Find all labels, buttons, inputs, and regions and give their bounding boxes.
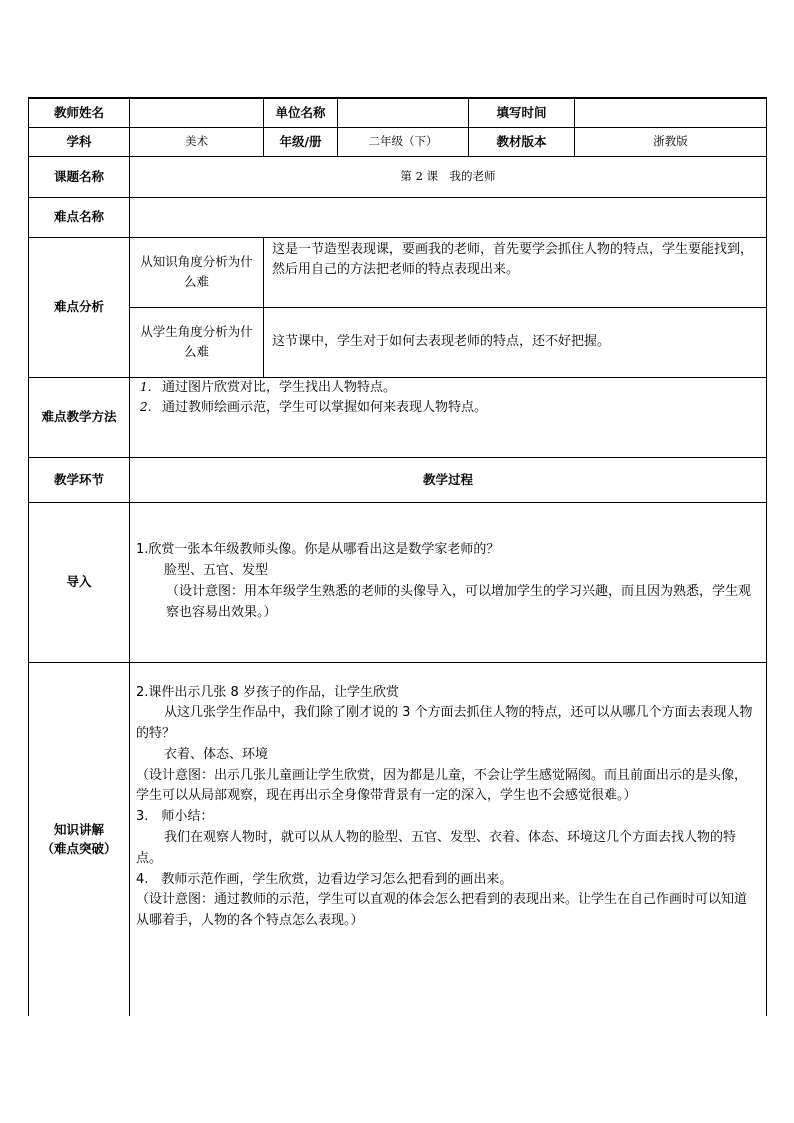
difficulty-label: 难点名称 (29, 197, 130, 237)
subject-label: 学科 (29, 127, 130, 156)
knowledge-answer: 衣着、体态、环境 (164, 746, 269, 762)
intro-design-note: （设计意图：用本年级学生熟悉的老师的头像导入，可以增加学生的学习兴趣，而且因为熟悉，学生观察也容易出效果。） (166, 584, 752, 620)
knowledge-design-note-1: （设计意图：出示几张儿童画让学生欣赏，因为都是儿童，不会让学生感觉隔阂。而且前面出示的是头像，学生可以从局部观察，现在再出示全身像带背景有一定的深入，学生也不会感觉很难。） (136, 767, 748, 804)
fill-time-label: 填写时间 (469, 98, 575, 127)
unit-value (338, 98, 469, 127)
analysis-knowledge-row (29, 237, 767, 307)
lesson-title-label: 课题名称 (29, 156, 130, 197)
analysis-student-row (29, 307, 767, 377)
process-header-row (29, 457, 767, 502)
method-item (140, 398, 758, 419)
lesson-title-value: 第 2 课 我的老师 (130, 156, 767, 197)
student-angle-text: 这节课中，学生对于如何去表现老师的特点，还不好把握。 (264, 307, 767, 377)
method-text: 通过教师绘画示范，学生可以掌握如何来表现人物特点。 (162, 400, 488, 416)
subject-value: 美术 (130, 127, 264, 156)
intro-row (29, 502, 767, 662)
method-number: 1. (140, 379, 152, 394)
knowledge-question: 从这几张学生作品中，我们除了刚才说的 3 个方面去抓住人物的特点，还可以从哪几个方面去表现人物的特？ (136, 705, 753, 742)
unit-label: 单位名称 (264, 98, 338, 127)
teacher-name-label: 教师姓名 (29, 98, 130, 127)
methods-label: 难点教学方法 (29, 377, 130, 457)
intro-label: 导入 (29, 502, 130, 662)
knowledge-summary: 我们在观察人物时，就可以从人物的脸型、五官、发型、衣着、体态、环境这几个方面去找人物的特点。 (136, 830, 737, 866)
lesson-plan-page (28, 97, 766, 1016)
process-header: 教学过程 (130, 457, 767, 502)
edition-label: 教材版本 (469, 127, 575, 156)
difficulty-value (130, 197, 767, 237)
intro-question: 1.欣赏一张本年级教师头像。你是从哪看出这是数学家老师的？ (136, 542, 500, 558)
knowledge-step-3: 3. 师小结： (136, 809, 214, 825)
grade-label: 年级/册 (264, 127, 338, 156)
intro-answer: 脸型、五官、发型 (164, 563, 269, 579)
knowledge-step-4: 4. 教师示范作画，学生欣赏，边看边学习怎么把看到的画出来。 (136, 871, 513, 887)
method-text: 通过图片欣赏对比，学生找出人物特点。 (162, 379, 397, 395)
method-number: 2. (140, 400, 152, 415)
knowledge-content (130, 662, 767, 1016)
knowledge-design-note-2: （设计意图：通过教师的示范，学生可以直观的体会怎么把看到的表现出来。让学生在自己作画时可以知道从哪着手，人物的各个特点怎么表现。） (136, 892, 748, 929)
methods-content (130, 377, 767, 457)
student-angle-label: 从学生角度分析为什么难 (130, 307, 264, 377)
knowledge-label (29, 662, 130, 1016)
teacher-name-value (130, 98, 264, 127)
stage-header: 教学环节 (29, 457, 130, 502)
knowledge-step-2: 2.课件出示几张 8 岁孩子的作品，让学生欣赏 (136, 684, 399, 700)
lesson-title-row (29, 156, 767, 197)
edition-value: 浙教版 (575, 127, 767, 156)
intro-content (130, 502, 767, 662)
method-item (140, 378, 758, 399)
grade-value: 二年级（下） (338, 127, 469, 156)
knowledge-angle-text: 这是一节造型表现课，要画我的老师，首先要学会抓住人物的特点，学生要能找到，然后用自己的方法把老师的特点表现出来。 (264, 237, 767, 307)
knowledge-label-line2: （难点突破） (41, 841, 117, 857)
header-row (29, 98, 767, 127)
lesson-plan-table (28, 97, 767, 1016)
knowledge-row (29, 662, 767, 1016)
difficulty-row (29, 197, 767, 237)
knowledge-label-line1: 知识讲解 (53, 821, 104, 837)
fill-time-value (575, 98, 767, 127)
methods-row (29, 377, 767, 457)
info-row (29, 127, 767, 156)
analysis-label: 难点分析 (29, 237, 130, 377)
knowledge-angle-label: 从知识角度分析为什么难 (130, 237, 264, 307)
